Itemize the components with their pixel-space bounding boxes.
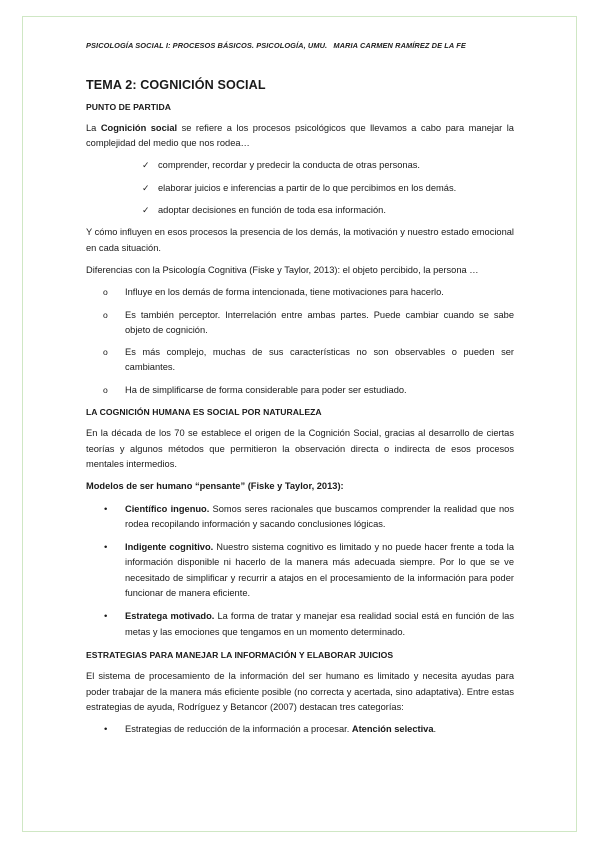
circle-bullet-icon: o [103, 287, 108, 298]
list-item [86, 181, 514, 196]
models-heading [86, 479, 514, 494]
circle-bullet-icon: o [103, 309, 108, 320]
strategy-text: Estrategias de reducción de la información a procesar. [125, 724, 352, 735]
list-item [86, 540, 514, 601]
origin-paragraph: En la década de los 70 se establece el origen de la Cognición Social, gracias al desarrollo de ciertas teorías y algunos métodos que permitieron la observación directa o indirecta de esos procesos mentales intermedios. [86, 428, 514, 469]
list-item [86, 158, 514, 173]
list-item [86, 722, 514, 737]
intro-post: se refiere a los procesos psicológicos que llevamos a cabo para manejar la complejidad del medio que nos rodea… [86, 122, 514, 149]
model-term: Científico ingenuo. [125, 503, 210, 514]
checkmark-icon: ✓ [142, 205, 150, 216]
list-item [86, 308, 514, 339]
document-page [86, 38, 514, 745]
list-item-text: elaborar juicios e inferencias a partir de lo que percibimos en los demás. [158, 182, 457, 193]
section-heading-estrategias: ESTRATEGIAS PARA MANEJAR LA INFORMACIÓN Y ELABORAR JUICIOS [86, 649, 394, 660]
list-item [86, 285, 514, 300]
strategy-end: . [433, 724, 437, 735]
circle-bullet-icon: o [103, 347, 108, 358]
strategies-paragraph: El sistema de procesamiento de la información del ser humano es limitado y necesita ayudas para poder trabajar de la manera más eficiente posible (no correcta y acertada, sino adaptativa). Entre estas estrategias de ayuda, Rodríguez y Betancor (2007) destacan tres categorías: [86, 671, 514, 712]
header-course: PSICOLOGÍA SOCIAL I: PROCESOS BÁSICOS. PSICOLOGÍA, UMU. [86, 41, 328, 50]
intro-pre: La [86, 122, 101, 133]
checkmark-icon: ✓ [142, 160, 150, 171]
circle-bullet-icon: o [103, 384, 108, 395]
models-list [86, 502, 514, 640]
running-header [86, 38, 514, 53]
bullet-icon: • [104, 503, 108, 515]
models-heading-text: Modelos de ser humano “pensante” (Fiske y Taylor, 2013): [86, 481, 344, 492]
list-item [86, 609, 514, 640]
model-text: La forma de tratar y manejar esa realidad social está en función de las metas y las emociones que tengamos en un momento determinado. [125, 611, 514, 637]
list-item [86, 203, 514, 218]
circle-list [86, 285, 514, 398]
model-text: Nuestro sistema cognitivo es limitado y no puede hacer frente a toda la información disponible ni hacerlo de la manera más adecuada siempre. Por lo que se ve necesitado de simplificar y recurrir a atajos en el procesamiento de la información para poder funcionar de manera eficiente. [125, 542, 514, 599]
list-item [86, 502, 514, 533]
bullet-icon: • [104, 611, 108, 623]
model-text: Somos seres racionales que buscamos comprender la realidad que nos rodea recopilando información y sacando conclusiones lógicas. [125, 503, 515, 529]
intro-term: Cognición social [100, 122, 178, 133]
differences-paragraph: Diferencias con la Psicología Cognitiva (Fiske y Taylor, 2013): el objeto percibido, la persona … [86, 264, 479, 275]
model-term: Estratega motivado. [125, 611, 215, 622]
check-list [86, 158, 514, 218]
list-item-text: adoptar decisiones en función de toda esa información. [158, 205, 386, 216]
intro-paragraph [86, 121, 514, 152]
document-title: TEMA 2: COGNICIÓN SOCIAL [86, 78, 266, 93]
list-item-text: Ha de simplificarse de forma considerable para poder ser estudiado. [125, 384, 407, 395]
list-item [86, 383, 514, 398]
list-item-text: Es más complejo, muchas de sus características no son observables o pueden ser cambiantes. [125, 347, 514, 373]
influence-paragraph: Y cómo influyen en esos procesos la presencia de los demás, la motivación y nuestro estado emocional en cada situación. [86, 227, 514, 253]
model-term: Indigente cognitivo. [125, 542, 214, 553]
list-item-text: comprender, recordar y predecir la conducta de otras personas. [158, 160, 421, 171]
section-heading-cognicion-humana: LA COGNICIÓN HUMANA ES SOCIAL POR NATURALEZA [86, 407, 322, 418]
list-item-text: Es también perceptor. Interrelación entre ambas partes. Puede cambiar cuando se sabe objeto de cognición. [125, 309, 514, 335]
strategies-list [86, 722, 514, 737]
list-item [86, 345, 514, 376]
list-item-text: Influye en los demás de forma intencionada, tiene motivaciones para hacerlo. [125, 287, 444, 298]
strategy-term: Atención selectiva [351, 724, 434, 735]
header-author: MARIA CARMEN RAMÍREZ DE LA FE [333, 41, 466, 50]
section-heading-punto-de-partida: PUNTO DE PARTIDA [86, 101, 171, 112]
checkmark-icon: ✓ [142, 182, 150, 193]
bullet-icon: • [104, 542, 108, 554]
bullet-icon: • [104, 724, 108, 736]
